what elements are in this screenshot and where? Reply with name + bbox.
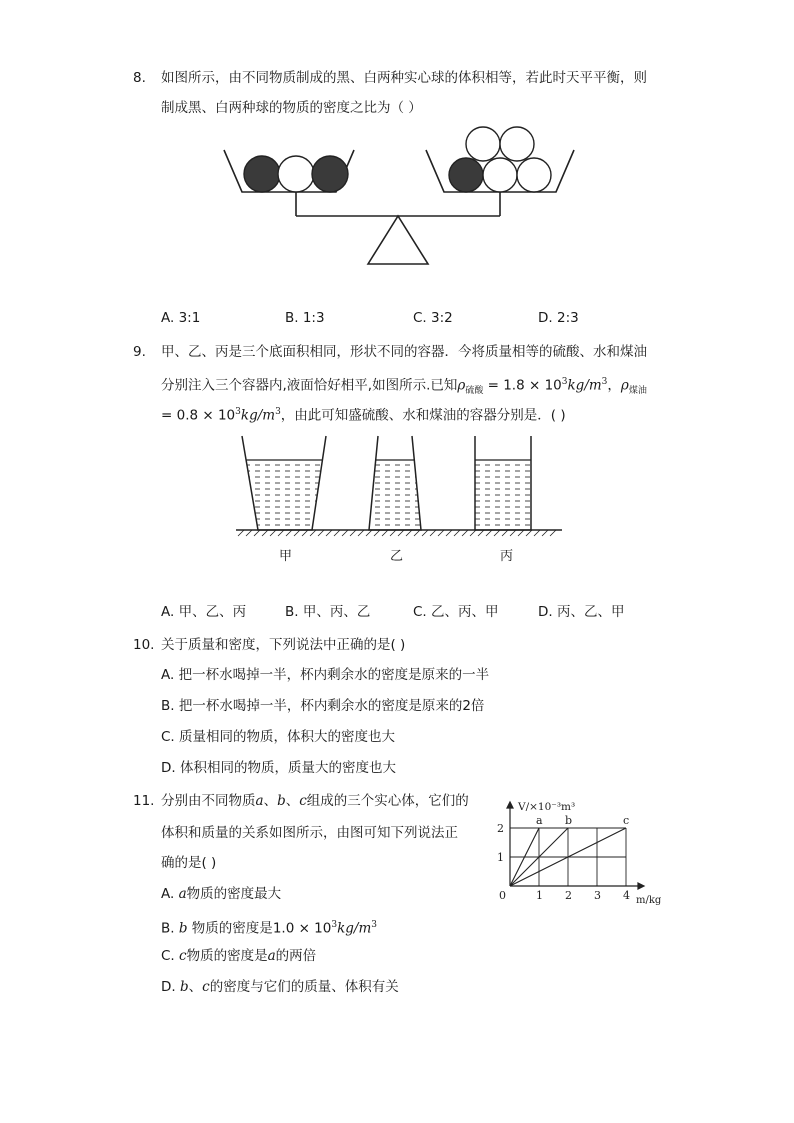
q10-option-c[interactable]: C. 质量相同的物质，体积大的密度也大 xyxy=(161,729,396,745)
q10-option-d[interactable]: D. 体积相同的物质，质量大的密度也大 xyxy=(161,760,396,776)
q9-option-b[interactable]: B. 甲、丙、乙 xyxy=(285,604,371,620)
q11-option-d[interactable]: D. b、c的密度与它们的质量、体积有关 xyxy=(161,979,399,995)
black-ball xyxy=(449,158,483,192)
q11-stem-line1: 分别由不同物质a、b、c组成的三个实心体，它们的 xyxy=(161,793,469,809)
y-axis-arrow xyxy=(507,802,513,808)
q10-option-b[interactable]: B. 把一杯水喝掉一半，杯内剩余水的密度是原来的2倍 xyxy=(161,698,485,714)
q8-option-b[interactable]: B. 1:3 xyxy=(285,310,325,326)
liquid-bing xyxy=(475,460,531,530)
white-ball xyxy=(517,158,551,192)
q8-option-d[interactable]: D. 2:3 xyxy=(538,310,579,326)
ground-hatching xyxy=(238,530,556,536)
origin-label: 0 xyxy=(499,889,506,902)
white-ball xyxy=(466,127,500,161)
label-yi: 乙 xyxy=(390,549,404,564)
black-ball xyxy=(312,156,348,192)
y-tick-label: 2 xyxy=(497,822,504,835)
q10-number: 10. xyxy=(133,637,155,653)
x-tick-label: 2 xyxy=(565,889,572,902)
q9-option-a[interactable]: A. 甲、乙、丙 xyxy=(161,604,247,620)
label-bing: 丙 xyxy=(500,549,514,564)
containers-figure xyxy=(234,432,564,540)
y-tick-label: 1 xyxy=(497,851,504,864)
fulcrum xyxy=(368,216,428,264)
q11-option-b[interactable]: B. b 物质的密度是$1.0 \times 10^3kg/m^3$ xyxy=(161,920,377,937)
q8-number: 8. xyxy=(133,70,146,86)
white-ball xyxy=(483,158,517,192)
x-axis-label: m/kg xyxy=(636,895,662,906)
y-axis-label: V/×10⁻³m³ xyxy=(518,801,576,813)
q8-stem-line2: 制成黑、白两种球的物质的密度之比为（ ） xyxy=(161,100,422,116)
q11-option-c[interactable]: C. c物质的密度是a的两倍 xyxy=(161,948,317,964)
q9-stem-line3: = $0.8 \times 10^3kg/m^3$，由此可知盛硫酸、水和煤油的容器分别是．( ) xyxy=(161,407,566,424)
series-label-c: c xyxy=(623,814,630,827)
black-ball xyxy=(244,156,280,192)
q11-stem-line2: 体积和质量的关系如图所示，由图可知下列说法正 xyxy=(161,825,458,841)
series-label-b: b xyxy=(565,814,573,827)
balance-figure xyxy=(220,124,580,274)
q11-option-a[interactable]: A. a物质的密度最大 xyxy=(161,886,282,902)
x-tick-label: 4 xyxy=(623,889,630,902)
q9-stem-line2: 分别注入三个容器内,液面恰好相平,如图所示.已知$\rho_{硫酸} = 1.8 \times 10^3kg/m^3$，$\rho_{煤油}$ xyxy=(161,377,647,397)
x-axis-arrow xyxy=(638,883,644,889)
q8-option-a[interactable]: A. 3:1 xyxy=(161,310,201,326)
q9-option-c[interactable]: C. 乙、丙、甲 xyxy=(413,604,499,620)
x-tick-label: 3 xyxy=(594,889,601,902)
q8-option-c[interactable]: C. 3:2 xyxy=(413,310,453,326)
x-tick-label: 1 xyxy=(536,889,543,902)
q9-number: 9. xyxy=(133,344,146,360)
label-jia: 甲 xyxy=(279,549,293,564)
q10-stem: 关于质量和密度，下列说法中正确的是( ) xyxy=(161,637,406,653)
liquid-yi xyxy=(369,460,421,530)
q11-number: 11. xyxy=(133,793,155,809)
series-label-a: a xyxy=(536,814,543,827)
white-ball xyxy=(500,127,534,161)
q9-stem-line1: 甲、乙、丙是三个底面积相同，形状不同的容器．今将质量相等的硫酸、水和煤油 xyxy=(161,344,647,360)
q8-stem-line1: 如图所示，由不同物质制成的黑、白两种实心球的体积相等，若此时天平平衡，则 xyxy=(161,70,647,86)
q11-stem-line3: 确的是( ) xyxy=(161,855,217,871)
q9-option-d[interactable]: D. 丙、乙、甲 xyxy=(538,604,625,620)
q10-option-a[interactable]: A. 把一杯水喝掉一半，杯内剩余水的密度是原来的一半 xyxy=(161,667,490,683)
volume-mass-graph xyxy=(490,788,670,908)
white-ball xyxy=(278,156,314,192)
liquid-jia xyxy=(246,460,322,530)
